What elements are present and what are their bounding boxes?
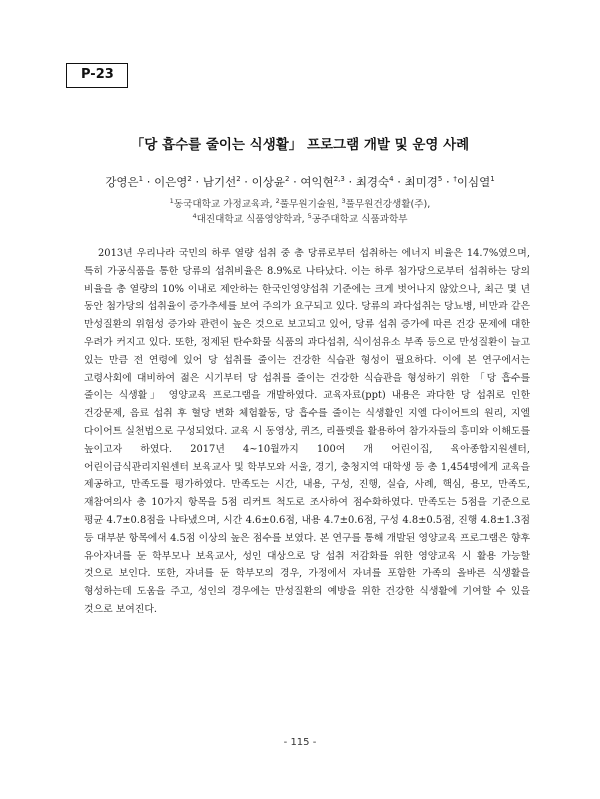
page-number: - 115 - xyxy=(283,737,317,748)
poster-number-badge: P-23 xyxy=(66,63,128,88)
affiliation: $^3$풀무원건강생활(주), xyxy=(341,197,431,210)
corresponding-mark: † xyxy=(453,175,457,183)
author-list xyxy=(0,174,600,190)
author-separator: · xyxy=(442,175,454,189)
abstract-body: 2013년 우리나라 국민의 하루 열량 섭취 중 총 당류로부터 섭취하는 에너지 비율은 14.7%였으며, 특히 가공식품을 통한 당류의 섭취비율은 8.9%로 나타났다. 이는 하루 첨가당으로부터 섭취하는 당의 비율을 총 열량의 10% 이내로 제안하는 한국인영양섭취 기준에는 크게 벗어나지 않았으나, 최근 몇 년 동안 첨가당의 섭취율이 증가추세를 보여 주의가 요구되고 있다. 당류의 과다섭취는 당뇨병, 비만과 같은 만성질환의 위험성 증가와 관련이 높은 것으로 보고되고 있어, 당류 섭취 증가에 따른 건강 문제에 대한 우려가 커지고 있다. 또한, 정제된 탄수화물 식품의 과다섭취, 식이섬유소 부족 등으로 만성질환이 늘고 있는 만큼 전 연령에 있어 당 섭취를 줄이는 건강한 식습관 형성이 필요하다. 이에 본 연구에서는 고령사회에 대비하여 젊은 시기부터 당 섭취를 줄이는 건강한 식습관을 형성하기 위한 「당 흡수를 줄이는 식생활」 영양교육 프로그램을 개발하였다. 교육자료(ppt) 내용은 과다한 당 섭취로 인한 건강문제, 음료 섭취 후 혈당 변화 체험활동, 당 흡수를 줄이는 식생활인 지엘 다이어트의 원리, 지엘 다이어트 실천법으로 구성되었다. 교육 시 동영상, 퀴즈, 리플렛을 활용하여 참가자들의 흥미와 이해도를 높이고자 하였다. 2017년 4~10월까지 100여 개 어린이집, 육아종합지원센터, 어린이급식관리지원센터 보육교사 및 학부모와 서울, 경기, 충청지역 대학생 등 총 1,454명에게 교육을 제공하고, 만족도를 평가하였다. 만족도는 시간, 내용, 구성, 진행, 실습, 사례, 핵심, 용모, 만족도, 재참여의사 총 10가지 항목을 5점 리커트 척도로 조사하여 점수화하였다. 만족도는 5점을 기준으로 평균 4.7±0.8점을 나타냈으며, 시간 4.6±0.6점, 내용 4.7±0.6점, 구성 4.8±0.5점, 진행 4.8±1.3점 등 대부분 항목에서 4.5점 이상의 높은 점수를 보였다. 본 연구를 통해 개발된 영양교육 프로그램은 향후 유아자녀를 둔 학부모나 보육교사, 성인 대상으로 당 섭취 저감화를 위한 영양교육 시 활용 가능할 것으로 보인다. 또한, 자녀를 둔 학부모의 경우, 가정에서 자녀를 포함한 가족의 올바른 식생활을 형성하는데 도움을 주고, 성인의 경우에는 만성질환의 예방을 위한 건강한 식생활에 기여할 수 있을 것으로 보여진다. xyxy=(84,248,530,615)
paper-title: 「당 흡수를 줄이는 식생활」 프로그램 개발 및 운영 사례 xyxy=(130,137,470,153)
author: 남기선$^2$ xyxy=(202,175,241,189)
affiliation: $^4$대진대학교 식품영양학과, xyxy=(192,212,308,225)
author: 이은영$^2$ xyxy=(154,175,192,189)
author: 최미경$^5$ xyxy=(404,175,443,189)
affiliations-line-1 xyxy=(0,196,600,210)
affiliation: $^1$동국대학교 가정교육과, xyxy=(169,197,276,210)
author-separator: · xyxy=(191,175,203,189)
author-separator: · xyxy=(344,175,356,189)
author: 강영은$^1$ xyxy=(105,175,144,189)
affiliations-line-2 xyxy=(0,211,600,225)
author: 이상윤$^2$ xyxy=(251,175,290,189)
corresponding-author: †이심열$^1$ xyxy=(453,175,495,189)
author: 여익현$^{2,3}$ xyxy=(300,175,345,189)
author-separator: · xyxy=(289,175,301,189)
affiliation: $^2$풀무원기술원, xyxy=(275,197,342,210)
author-separator: · xyxy=(240,175,252,189)
affiliation: $^5$공주대학교 식품과학부 xyxy=(307,212,408,225)
author: 최경숙$^4$ xyxy=(355,175,394,189)
author-separator: · xyxy=(393,175,405,189)
author-separator: · xyxy=(143,175,155,189)
